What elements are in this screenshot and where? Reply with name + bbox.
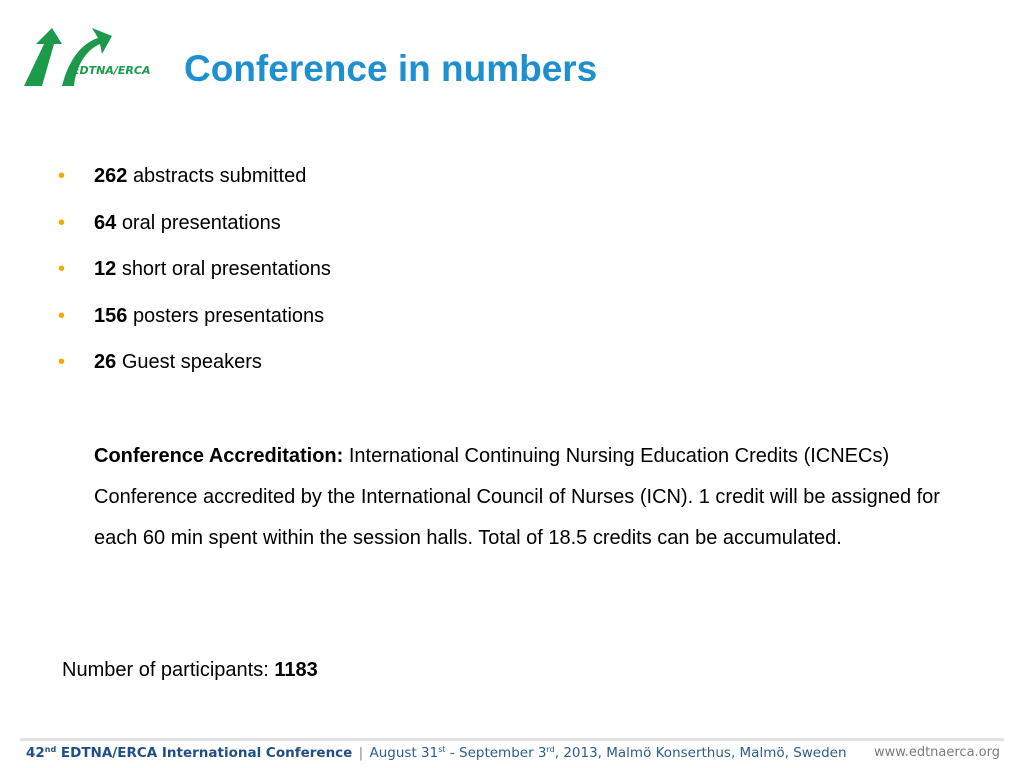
stat-number: 26 <box>94 351 117 373</box>
stat-label: Guest speakers <box>121 351 262 373</box>
participants-value: 1183 <box>274 659 318 681</box>
stat-number: 64 <box>94 211 117 234</box>
accreditation-paragraph <box>94 436 974 559</box>
bullet-icon: • <box>58 165 66 187</box>
footer-date-start-suffix: st <box>438 745 446 754</box>
footer-separator: | <box>358 745 364 761</box>
footer-conference-info <box>26 745 847 761</box>
logo-graphic <box>22 22 151 88</box>
bullet-icon: • <box>58 258 66 280</box>
stats-list <box>58 162 331 395</box>
footer-date-dash: - <box>449 745 455 761</box>
stat-item <box>58 162 331 209</box>
footer-date-end: September 3 <box>459 745 547 761</box>
edtna-erca-logo <box>22 22 151 88</box>
footer-conference-name: EDTNA/ERCA International Conference <box>60 745 353 761</box>
bullet-icon: • <box>58 351 66 373</box>
stat-label: abstracts submitted <box>132 165 307 187</box>
stat-item <box>58 348 331 395</box>
stat-item <box>58 302 331 349</box>
page-title: Conference in numbers <box>184 48 598 89</box>
footer-ordinal: 42 <box>26 745 45 761</box>
stat-label: short oral presentations <box>121 258 331 280</box>
bullet-icon: • <box>58 304 66 327</box>
stat-item <box>58 209 331 256</box>
stat-item <box>58 255 331 302</box>
footer-divider <box>20 738 1004 741</box>
stat-number: 262 <box>94 165 128 187</box>
participants-line <box>62 656 318 684</box>
bullet-icon: • <box>58 211 66 234</box>
footer-venue: , 2013, Malmö Konserthus, Malmö, Sweden <box>554 745 847 761</box>
participants-label: Number of participants: <box>62 659 269 681</box>
footer-date-end-suffix: rd <box>546 745 555 754</box>
footer-ordinal-suffix: nd <box>44 745 57 754</box>
logo-text: EDTNA/ERCA <box>72 64 151 77</box>
footer-website[interactable]: www.edtnaerca.org <box>873 745 1000 760</box>
stat-number: 12 <box>94 258 117 280</box>
stat-label: posters presentations <box>132 304 325 327</box>
accreditation-text: International Continuing Nursing Education Credits (ICNECs) Conference accredited by the International Council of Nurses (ICN). 1 credit will be assigned for each 60 min spent within the session halls. Total of 18.5 credits can be accumulated. <box>94 445 940 549</box>
stat-label: oral presentations <box>121 211 281 234</box>
accreditation-heading: Conference Accreditation: <box>94 445 344 467</box>
footer-date-start: August 31 <box>369 745 439 761</box>
stat-number: 156 <box>94 304 128 327</box>
